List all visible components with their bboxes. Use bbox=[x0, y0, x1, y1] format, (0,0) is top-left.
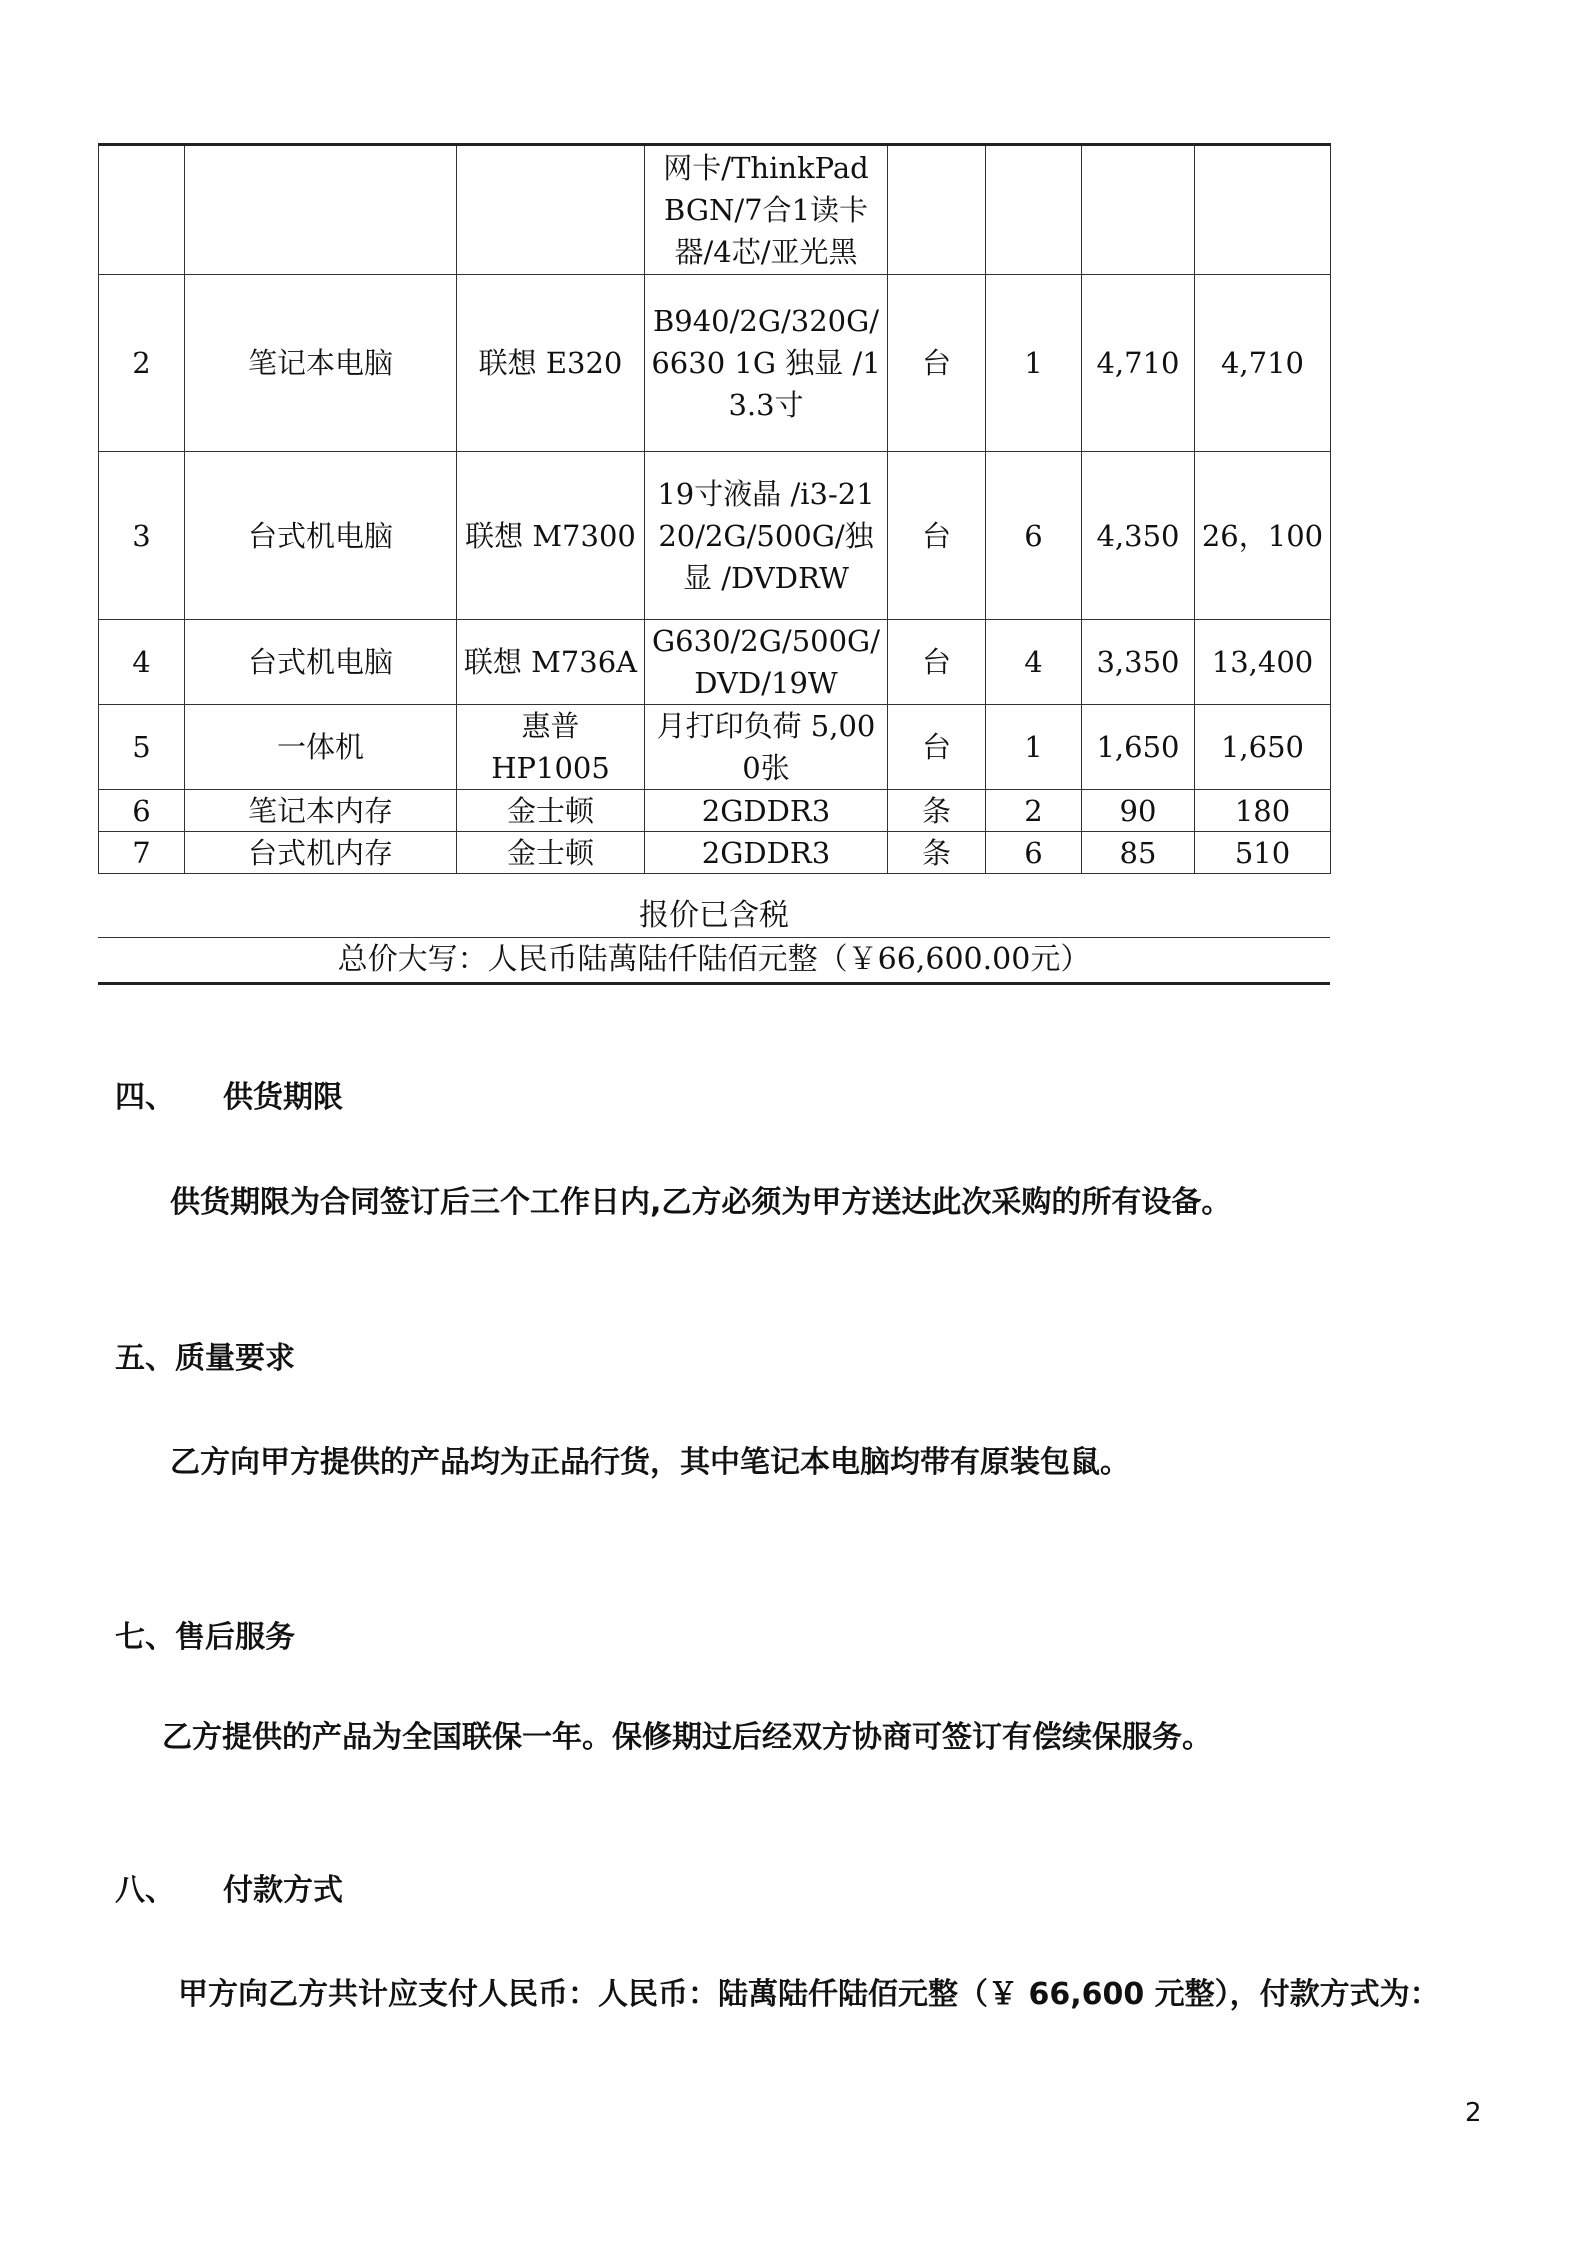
section-number: 四、 bbox=[115, 1080, 175, 1115]
cell-total bbox=[1195, 145, 1331, 275]
cell-spec: 19寸液晶 /i3-2120/2G/500G/独显 /DVDRW bbox=[645, 452, 888, 620]
section-title-quality bbox=[115, 1333, 295, 1377]
cell-spec: G630/2G/500G/ DVD/19W bbox=[645, 620, 888, 705]
cell-spec: 网卡/ThinkPad BGN/7合1读卡器/4芯/亚光黑 bbox=[645, 145, 888, 275]
section-title-after-sales bbox=[115, 1612, 295, 1656]
cell-qty: 1 bbox=[986, 275, 1082, 452]
cell-unit: 条 bbox=[888, 790, 986, 832]
cell-no: 3 bbox=[99, 452, 185, 620]
cell-price bbox=[1082, 145, 1195, 275]
section-heading: 售后服务 bbox=[175, 1620, 295, 1655]
section-body-after-sales: 乙方提供的产品为全国联保一年。保修期过后经双方协商可签订有偿续保服务。 bbox=[162, 1720, 1212, 1755]
cell-unit: 台 bbox=[888, 620, 986, 705]
cell-model: 惠普 HP1005 bbox=[457, 705, 645, 790]
cell-name bbox=[185, 145, 457, 275]
section-heading: 质量要求 bbox=[175, 1341, 295, 1376]
section-number: 八、 bbox=[115, 1873, 175, 1908]
quotation-table bbox=[98, 143, 1331, 874]
cell-unit: 台 bbox=[888, 705, 986, 790]
cell-total: 180 bbox=[1195, 790, 1331, 832]
section-body-delivery: 供货期限为合同签订后三个工作日内,乙方必须为甲方送达此次采购的所有设备。 bbox=[170, 1185, 1232, 1220]
cell-price: 90 bbox=[1082, 790, 1195, 832]
cell-model: 联想 M7300 bbox=[457, 452, 645, 620]
section-title-payment bbox=[115, 1865, 343, 1909]
cell-total: 510 bbox=[1195, 832, 1331, 874]
cell-qty: 2 bbox=[986, 790, 1082, 832]
cell-name: 台式机电脑 bbox=[185, 452, 457, 620]
tax-note: 报价已含税 bbox=[639, 898, 789, 933]
table-row bbox=[99, 620, 1331, 705]
table-row bbox=[99, 705, 1331, 790]
cell-total: 13,400 bbox=[1195, 620, 1331, 705]
cell-price: 3,350 bbox=[1082, 620, 1195, 705]
cell-unit: 条 bbox=[888, 832, 986, 874]
cell-no: 4 bbox=[99, 620, 185, 705]
cell-spec: B940/2G/320G/ 6630 1G 独显 /13.3寸 bbox=[645, 275, 888, 452]
cell-unit bbox=[888, 145, 986, 275]
cell-model: 联想 M736A bbox=[457, 620, 645, 705]
cell-no: 6 bbox=[99, 790, 185, 832]
cell-no: 7 bbox=[99, 832, 185, 874]
table-row bbox=[99, 832, 1331, 874]
cell-name: 笔记本电脑 bbox=[185, 275, 457, 452]
cell-price: 4,710 bbox=[1082, 275, 1195, 452]
cell-spec: 月打印负荷 5,000张 bbox=[645, 705, 888, 790]
section-body-payment: 甲方向乙方共计应支付人民币：人民币：陆萬陆仟陆佰元整（￥ 66,600 元整），付款方式为： bbox=[178, 1977, 1440, 2012]
cell-qty bbox=[986, 145, 1082, 275]
section-body-quality: 乙方向甲方提供的产品均为正品行货，其中笔记本电脑均带有原装包鼠。 bbox=[170, 1445, 1130, 1480]
cell-total: 1,650 bbox=[1195, 705, 1331, 790]
cell-qty: 6 bbox=[986, 832, 1082, 874]
cell-qty: 4 bbox=[986, 620, 1082, 705]
section-number: 七、 bbox=[115, 1620, 175, 1655]
cell-spec: 2GDDR3 bbox=[645, 790, 888, 832]
cell-unit: 台 bbox=[888, 452, 986, 620]
table-row bbox=[99, 790, 1331, 832]
cell-name: 一体机 bbox=[185, 705, 457, 790]
table-row bbox=[99, 452, 1331, 620]
cell-model: 金士顿 bbox=[457, 790, 645, 832]
cell-no bbox=[99, 145, 185, 275]
cell-no: 2 bbox=[99, 275, 185, 452]
cell-name: 台式机内存 bbox=[185, 832, 457, 874]
cell-model: 金士顿 bbox=[457, 832, 645, 874]
cell-model: 联想 E320 bbox=[457, 275, 645, 452]
section-number: 五、 bbox=[115, 1341, 175, 1376]
cell-price: 1,650 bbox=[1082, 705, 1195, 790]
cell-name: 笔记本内存 bbox=[185, 790, 457, 832]
table-row bbox=[99, 145, 1331, 275]
section-title-delivery bbox=[115, 1072, 343, 1116]
section-heading: 供货期限 bbox=[223, 1080, 343, 1115]
section-heading: 付款方式 bbox=[223, 1873, 343, 1908]
total-price-text: 总价大写：人民币陆萬陆仟陆佰元整（￥66,600.00元） bbox=[98, 937, 1330, 985]
cell-unit: 台 bbox=[888, 275, 986, 452]
page-number: 2 bbox=[1465, 2098, 1482, 2128]
cell-model bbox=[457, 145, 645, 275]
table-row bbox=[99, 275, 1331, 452]
cell-no: 5 bbox=[99, 705, 185, 790]
cell-price: 85 bbox=[1082, 832, 1195, 874]
cell-spec: 2GDDR3 bbox=[645, 832, 888, 874]
cell-qty: 1 bbox=[986, 705, 1082, 790]
cell-price: 4,350 bbox=[1082, 452, 1195, 620]
cell-qty: 6 bbox=[986, 452, 1082, 620]
cell-total: 4,710 bbox=[1195, 275, 1331, 452]
cell-total: 26，100 bbox=[1195, 452, 1331, 620]
cell-name: 台式机电脑 bbox=[185, 620, 457, 705]
